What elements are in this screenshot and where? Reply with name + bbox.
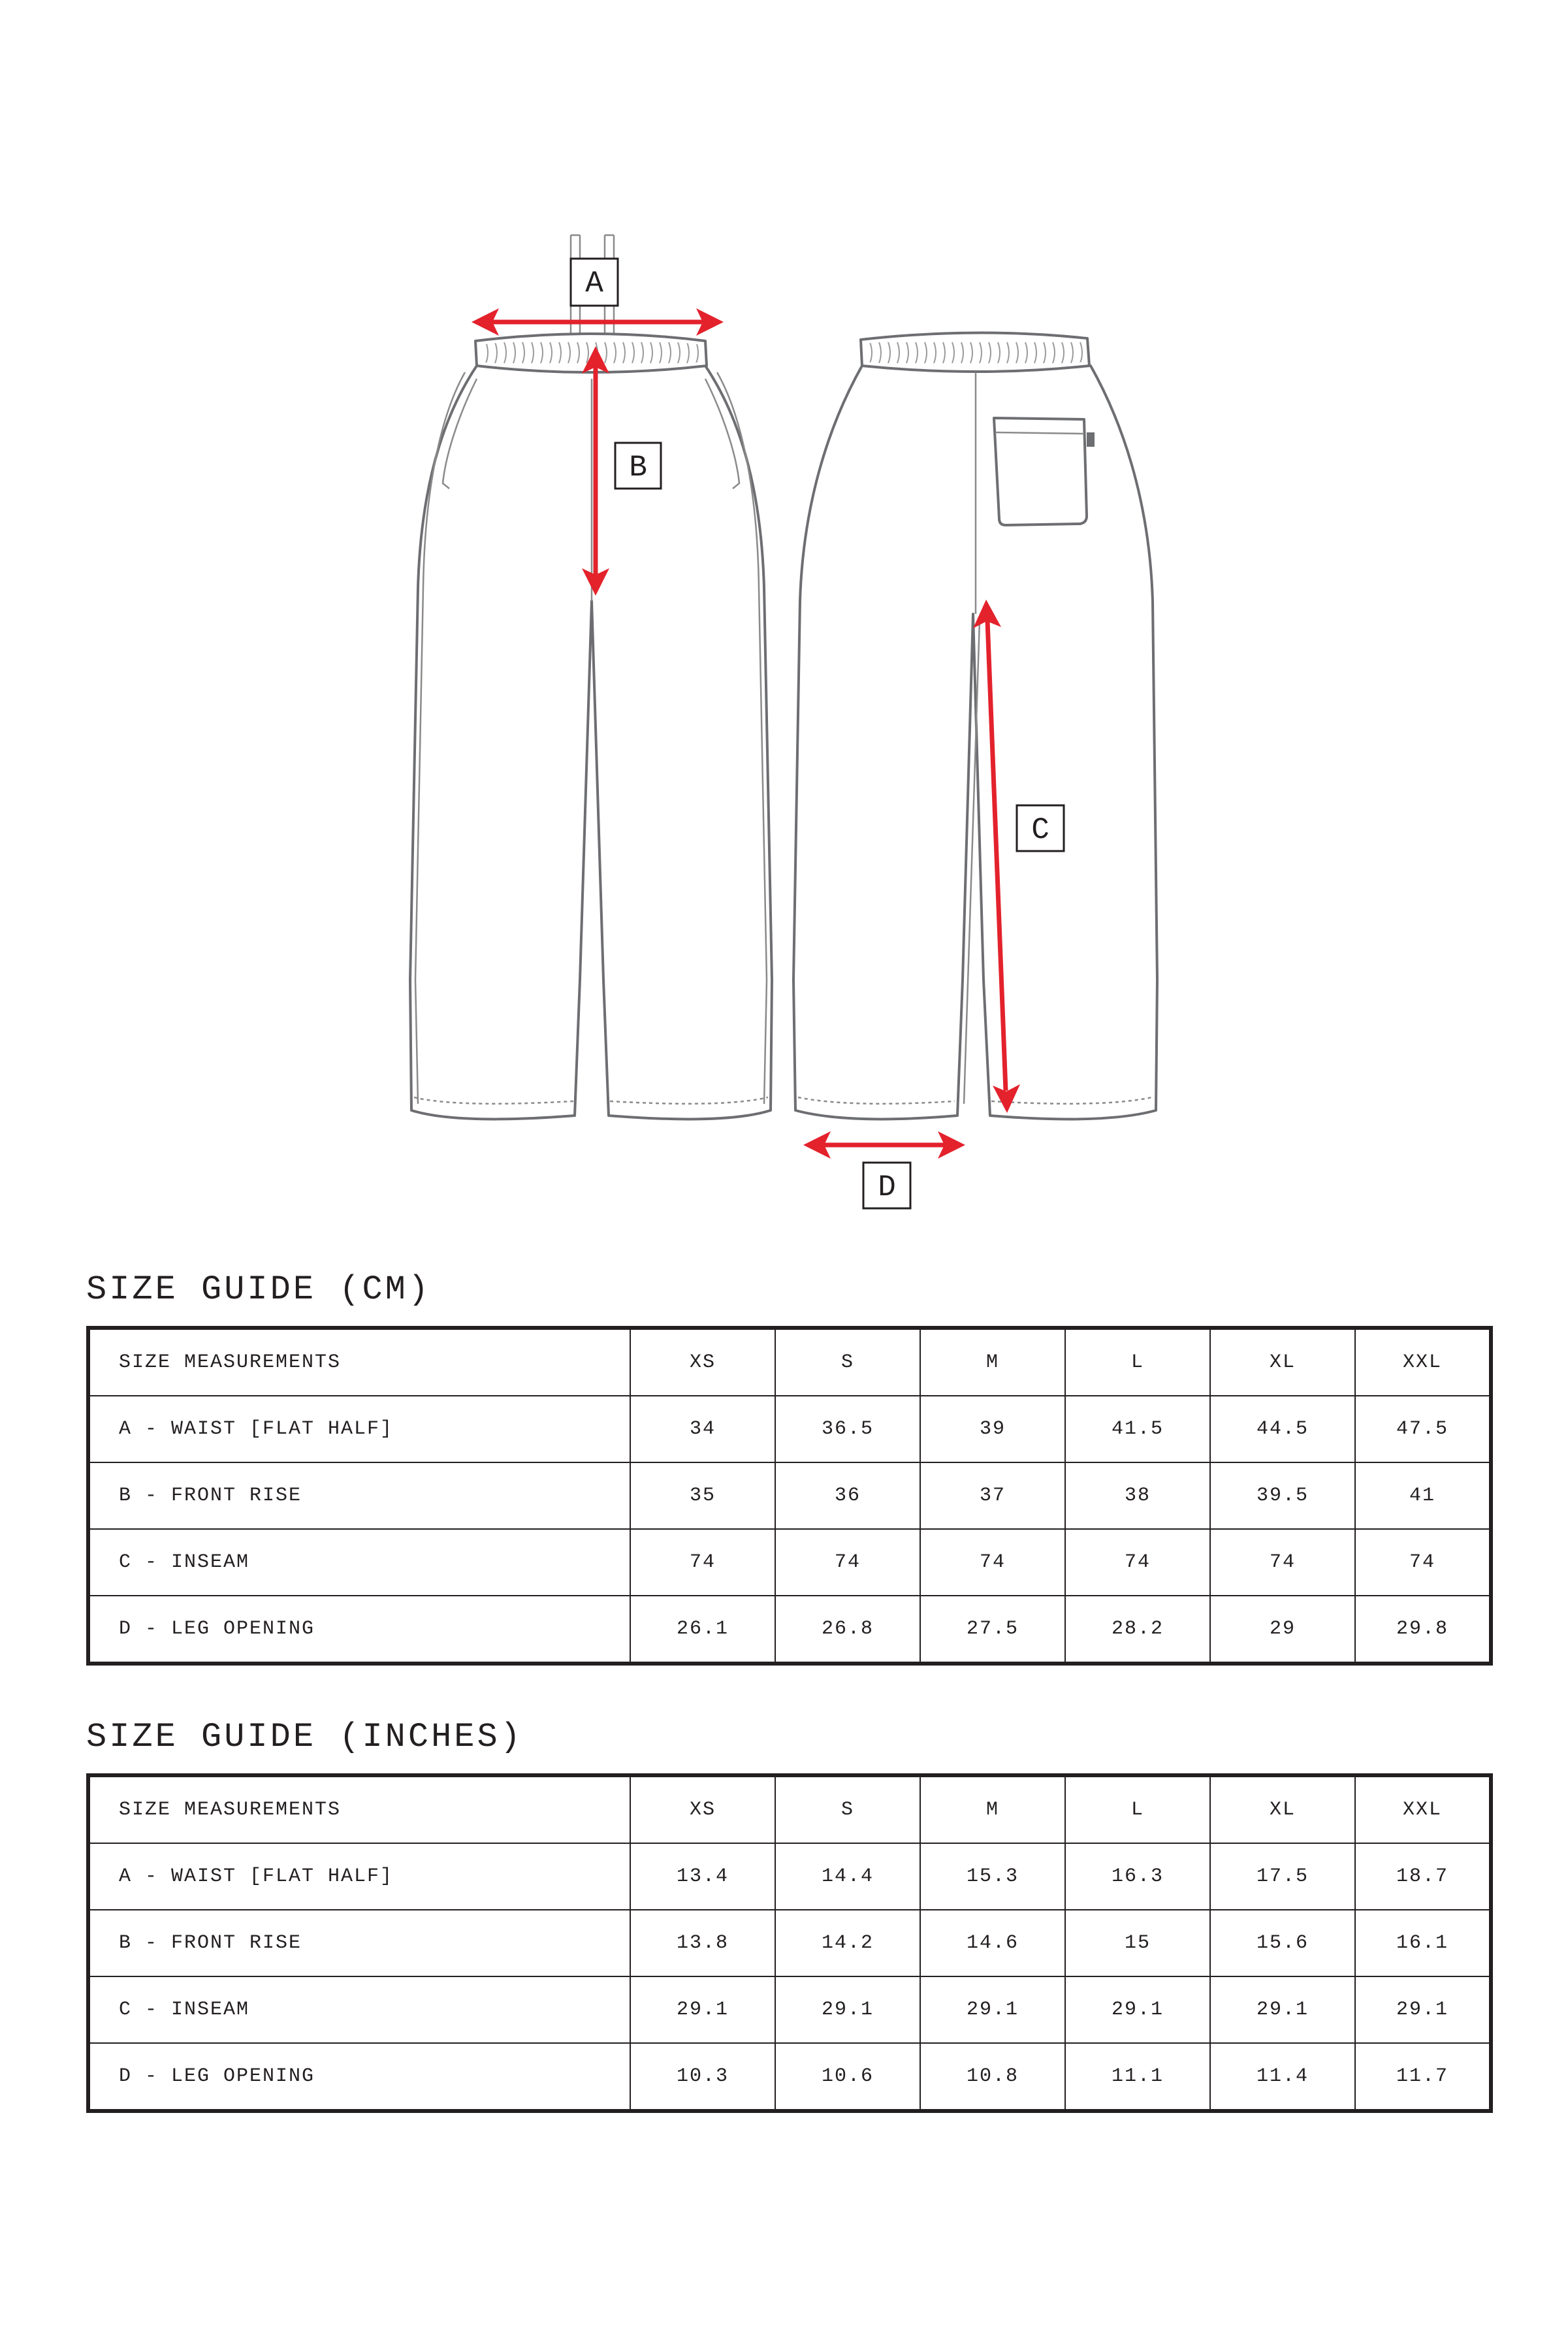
table-cell: 11.1	[1065, 2043, 1210, 2111]
table-cell: 41.5	[1065, 1396, 1210, 1462]
measurement-a	[472, 259, 724, 336]
table-cell: 74	[1355, 1529, 1491, 1596]
table-cell: 39	[920, 1396, 1065, 1462]
table-cell: 34	[630, 1396, 775, 1462]
size-header: S	[775, 1328, 920, 1396]
table-cell: 47.5	[1355, 1396, 1491, 1462]
size-header: XL	[1210, 1775, 1355, 1843]
cm-size-guide-title: SIZE GUIDE (CM)	[86, 1270, 432, 1309]
row-label: D - LEG OPENING	[88, 2043, 630, 2111]
table-cell: 10.6	[775, 2043, 920, 2111]
table-cell: 74	[630, 1529, 775, 1596]
header-label: SIZE MEASUREMENTS	[88, 1328, 630, 1396]
table-cell: 26.8	[775, 1596, 920, 1664]
table-cell: 14.6	[920, 1910, 1065, 1976]
table-row	[88, 1462, 1491, 1529]
table-cell: 17.5	[1210, 1843, 1355, 1910]
row-label: C - INSEAM	[88, 1976, 630, 2043]
back-label-tab	[1087, 432, 1095, 447]
table-row	[88, 1396, 1491, 1462]
table-cell: 15.3	[920, 1843, 1065, 1910]
row-label: A - WAIST [FLAT HALF]	[88, 1843, 630, 1910]
cm-size-table	[86, 1326, 1493, 1666]
table-cell: 10.3	[630, 2043, 775, 2111]
size-header: XL	[1210, 1328, 1355, 1396]
table-cell: 13.4	[630, 1843, 775, 1910]
table-row	[88, 1529, 1491, 1596]
table-cell: 37	[920, 1462, 1065, 1529]
table-header-row	[88, 1328, 1491, 1396]
row-label: B - FRONT RISE	[88, 1462, 630, 1529]
table-cell: 15.6	[1210, 1910, 1355, 1976]
table-row	[88, 1910, 1491, 1976]
table-cell: 27.5	[920, 1596, 1065, 1664]
table-cell: 29.1	[920, 1976, 1065, 2043]
label-d: D	[878, 1170, 896, 1204]
inch-size-table	[86, 1773, 1493, 2113]
table-row	[88, 1976, 1491, 2043]
table-cell: 28.2	[1065, 1596, 1210, 1664]
label-b: B	[629, 451, 647, 485]
table-cell: 16.1	[1355, 1910, 1491, 1976]
size-header: S	[775, 1775, 920, 1843]
size-header: XS	[630, 1328, 775, 1396]
table-cell: 14.2	[775, 1910, 920, 1976]
table-cell: 14.4	[775, 1843, 920, 1910]
row-label: B - FRONT RISE	[88, 1910, 630, 1976]
table-cell: 29.1	[1210, 1976, 1355, 2043]
table-cell: 74	[775, 1529, 920, 1596]
table-cell: 44.5	[1210, 1396, 1355, 1462]
row-label: A - WAIST [FLAT HALF]	[88, 1396, 630, 1462]
table-cell: 11.7	[1355, 2043, 1491, 2111]
size-header: M	[920, 1328, 1065, 1396]
table-cell: 39.5	[1210, 1462, 1355, 1529]
table-cell: 13.8	[630, 1910, 775, 1976]
table-row	[88, 1596, 1491, 1664]
pants-back-view	[793, 332, 1157, 1119]
label-a: A	[585, 266, 603, 300]
table-cell: 29.1	[1355, 1976, 1491, 2043]
size-header: M	[920, 1775, 1065, 1843]
table-cell: 74	[1065, 1529, 1210, 1596]
table-cell: 29.1	[775, 1976, 920, 2043]
table-cell: 74	[920, 1529, 1065, 1596]
row-label: C - INSEAM	[88, 1529, 630, 1596]
size-header: XXL	[1355, 1775, 1491, 1843]
table-cell: 35	[630, 1462, 775, 1529]
table-cell: 26.1	[630, 1596, 775, 1664]
table-cell: 36.5	[775, 1396, 920, 1462]
table-cell: 29.1	[1065, 1976, 1210, 2043]
size-header: L	[1065, 1775, 1210, 1843]
table-cell: 36	[775, 1462, 920, 1529]
measurement-d	[803, 1131, 965, 1208]
table-cell: 29	[1210, 1596, 1355, 1664]
table-cell: 41	[1355, 1462, 1491, 1529]
header-label: SIZE MEASUREMENTS	[88, 1775, 630, 1843]
table-cell: 29.8	[1355, 1596, 1491, 1664]
table-row	[88, 1843, 1491, 1910]
size-header: XXL	[1355, 1328, 1491, 1396]
table-cell: 38	[1065, 1462, 1210, 1529]
table-row	[88, 2043, 1491, 2111]
table-cell: 74	[1210, 1529, 1355, 1596]
table-cell: 15	[1065, 1910, 1210, 1976]
table-cell: 16.3	[1065, 1843, 1210, 1910]
row-label: D - LEG OPENING	[88, 1596, 630, 1664]
label-c: C	[1031, 813, 1049, 847]
table-cell: 18.7	[1355, 1843, 1491, 1910]
size-header: XS	[630, 1775, 775, 1843]
table-cell: 10.8	[920, 2043, 1065, 2111]
inch-size-guide-title: SIZE GUIDE (INCHES)	[86, 1718, 523, 1756]
table-header-row	[88, 1775, 1491, 1843]
table-cell: 29.1	[630, 1976, 775, 2043]
size-header: L	[1065, 1328, 1210, 1396]
table-cell: 11.4	[1210, 2043, 1355, 2111]
